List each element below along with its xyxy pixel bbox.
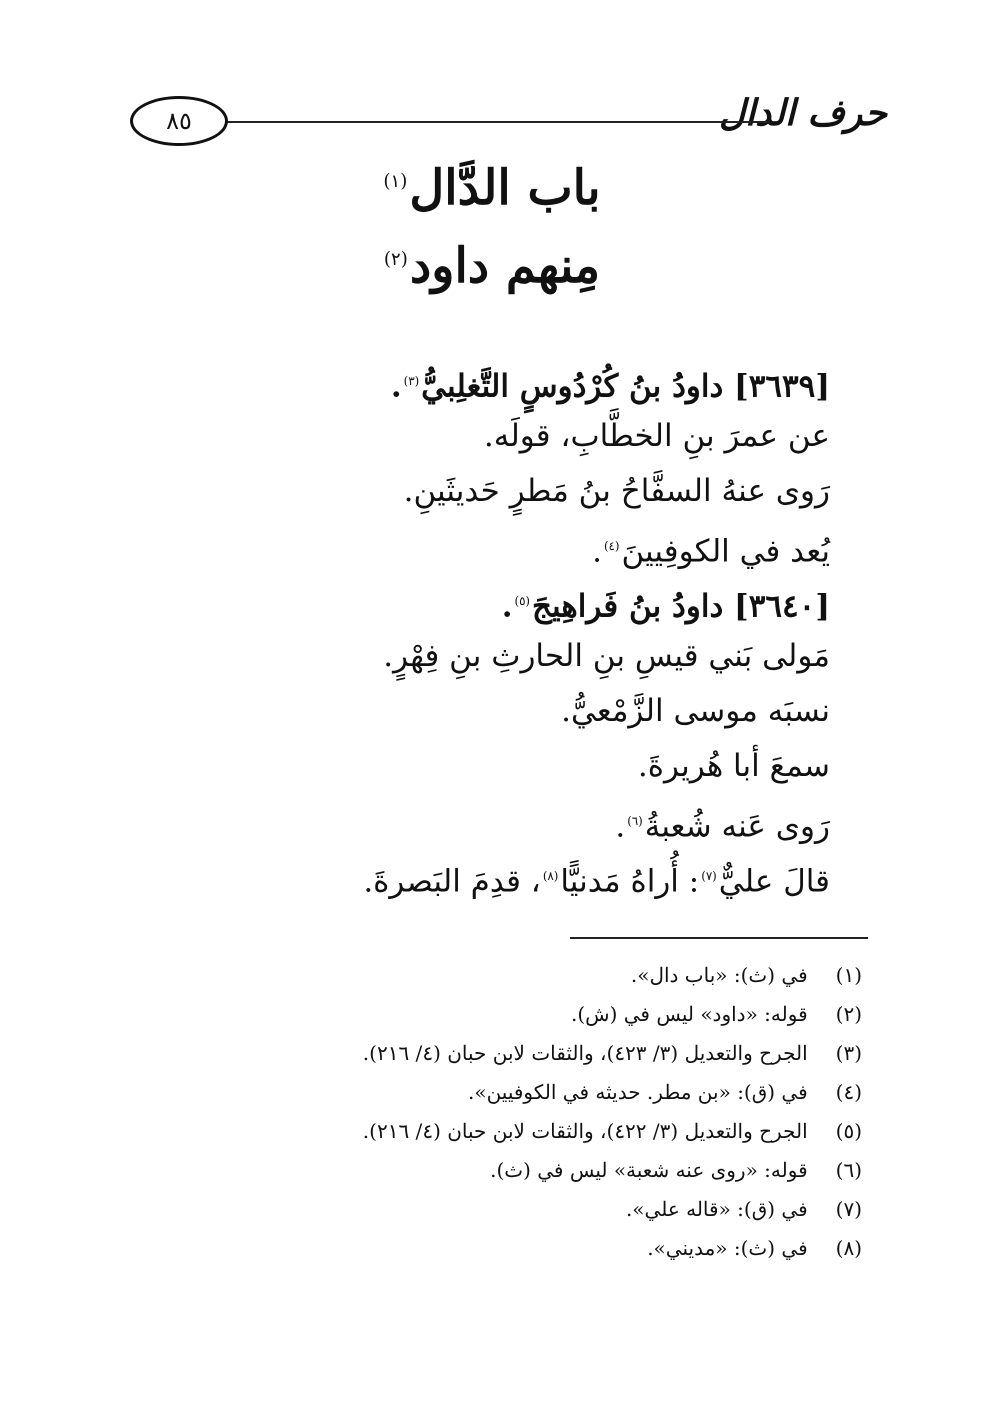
line-text: رَوى عَنه شُعبةُ [644, 808, 830, 845]
line-tail: ، قدِمَ البَصرةَ. [363, 863, 541, 900]
line-text: سمعَ أبا هُريرةَ. [637, 748, 830, 784]
running-head: حرف الدال [719, 92, 887, 134]
line-text: عن عمرَ بنِ الخطَّابِ، قولَه. [483, 418, 830, 454]
line-tail: . [501, 588, 513, 625]
footnote-number: (٥) [835, 1119, 862, 1143]
footnote-item [212, 1190, 862, 1229]
footnote-text: الجرح والتعديل (٣/ ٤٢٣)، والثقات لابن حبان (٤/ ٢١٦). [362, 1041, 808, 1065]
line-tail: . [615, 808, 626, 845]
line-tail: . [390, 368, 402, 405]
text-line [130, 794, 830, 849]
footnote-text: الجرح والتعديل (٣/ ٤٢٢)، والثقات لابن حبان (٤/ ٢١٦). [362, 1119, 808, 1143]
line-text: نسبَه موسى الزَّمْعيُّ. [561, 693, 830, 729]
footnote-text: قوله: «داود» ليس في (ش). [571, 1002, 808, 1026]
footnote-separator [570, 937, 868, 939]
footnotes [212, 956, 862, 1268]
footnote-item [212, 995, 862, 1034]
text-line [130, 409, 830, 464]
text-line [130, 519, 830, 574]
line-tail: . [592, 533, 602, 570]
footnote-number: (٤) [835, 1080, 862, 1104]
line-text: [٣٦٤٠] داودُ بنُ فَراهِيجَ [532, 588, 830, 625]
footnote-number: (٧) [835, 1197, 862, 1221]
footnote-item [212, 1229, 862, 1268]
chapter-title-text: باب الدَّال [409, 160, 601, 216]
footnote-ref[interactable]: (٥) [514, 594, 530, 608]
footnote-text: في (ق): «قاله علي». [625, 1197, 808, 1221]
line-text: مَولى بَني قيسِ بنِ الحارثِ بنِ فِهْرٍ. [383, 638, 830, 674]
line-text: يُعد في الكوفِيينَ [621, 533, 830, 570]
footnote-ref[interactable]: (٨) [542, 869, 559, 883]
footnote-text: في (ث): «باب دال». [630, 963, 808, 987]
page-number: ٨٥ [130, 96, 228, 146]
line-text: [٣٦٣٩] داودُ بنُ كُرْدُوسٍ التَّغلِبيُّ [421, 368, 830, 405]
body-text [130, 354, 830, 904]
footnote-item [212, 1151, 862, 1190]
footnote-number: (٣) [835, 1041, 862, 1065]
line-text: قالَ عليٌّ [718, 863, 830, 900]
text-line [130, 629, 830, 684]
footnote-text: في (ق): «بن مطر. حديثه في الكوفيين». [467, 1080, 808, 1104]
line-text: رَوى عنهُ السفَّاحُ بنُ مَطرٍ حَديثَينِ. [403, 473, 830, 509]
footnote-item [212, 1112, 862, 1151]
footnote-number: (٨) [835, 1236, 862, 1260]
footnote-item [212, 1073, 862, 1112]
footnote-ref[interactable]: (٣) [403, 374, 420, 388]
footnote-number: (٦) [835, 1158, 862, 1182]
footnote-ref[interactable]: (٤) [603, 539, 620, 553]
footnote-ref[interactable]: (٧) [701, 869, 717, 883]
line-tail: : أُراهُ مَدنيًّا [560, 863, 700, 900]
entry-heading [130, 574, 830, 629]
footnote-ref[interactable]: (٦) [627, 814, 643, 828]
text-line [130, 849, 830, 904]
text-line [130, 739, 830, 794]
footnote-item [212, 1034, 862, 1073]
footnote-number: (١) [835, 963, 862, 987]
section-title-text: مِنهم داود [409, 238, 601, 294]
text-line [130, 684, 830, 739]
footnote-number: (٢) [835, 1002, 862, 1026]
footnote-ref[interactable]: (١) [383, 171, 408, 192]
footnote-item [212, 956, 862, 995]
footnote-text: في (ث): «مديني». [647, 1236, 808, 1260]
section-title [0, 238, 982, 294]
entry-heading [130, 354, 830, 409]
text-line [130, 464, 830, 519]
footnote-text: قوله: «روى عنه شعبة» ليس في (ث). [490, 1158, 808, 1182]
chapter-title [0, 160, 982, 216]
footnote-ref[interactable]: (٢) [383, 249, 408, 270]
header-rule [222, 121, 770, 123]
